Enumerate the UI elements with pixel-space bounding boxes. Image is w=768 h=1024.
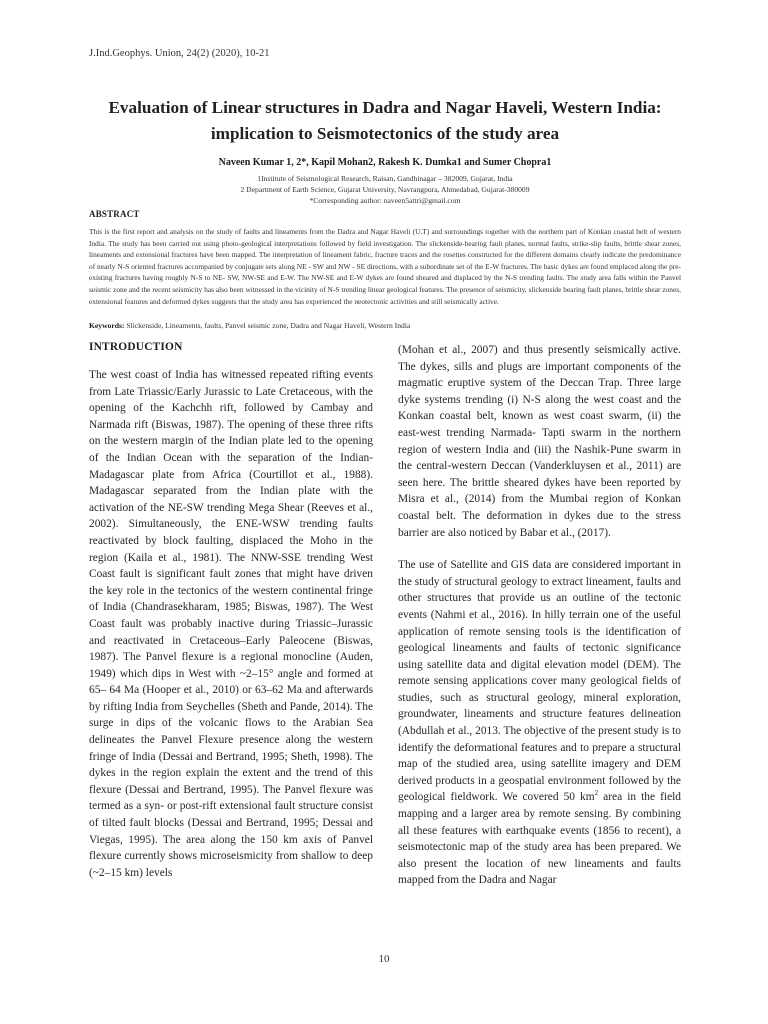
right-column [398,342,681,889]
page-number: 10 [378,953,390,965]
title-line-2: implication to Seismotectonics of the study area [210,124,560,143]
paragraph-3-part-a: The use of Satellite and GIS data are considered important in the study of structural geology to extract lineament, faults and other structures that provide us an outline of the tectonic events (Nahmi et al., 2016). In hilly terrain one of the useful application of remote sensing tools is the identification of geological lineaments and faults of tectonic significance using satellite data and digital elevation model (DEM). The remote sensing applications cover many geological fields of studies, such as structural geology, mineral exploration, groundwater, lineaments and structure features delineation (Abdullah et al., 2013. The objective of the present study is to identify the deformational features and to prepare a structural map of the studied area, using satellite imagery and DEM derived products in a geospatial environment followed by the geological fieldwork. We covered 50 km [398,559,681,804]
squared-superscript: 2 [594,789,599,798]
affiliation-1: 1Institute of Seismological Research, Raisan, Gandhinagar – 382009, Gujarat, India [257,174,513,183]
introduction-heading: INTRODUCTION [89,341,183,353]
keywords-text: Slickenside, Lineaments, faults, Panvel seismic zone, Dadra and Nagar Haveli, Western India [126,321,411,330]
left-column [89,367,373,881]
author-list: Naveen Kumar 1, 2*, Kapil Mohan2, Rakesh K. Dumka1 and Sumer Chopra1 [218,157,552,168]
intro-paragraph-3 [398,557,681,889]
title-line-1: Evaluation of Linear structures in Dadra and Nagar Haveli, Western India: [108,98,662,117]
abstract-heading: ABSTRACT [89,209,140,219]
keywords-label: Keywords: [89,321,125,330]
affiliation-2: 2 Department of Earth Science, Gujarat University, Navrangpura, Ahmedabad, Gujarat-380009 [240,185,530,194]
paper-title [70,95,700,147]
intro-paragraph-2: (Mohan et al., 2007) and thus presently seismically active. The dykes, sills and plugs are important components of the magmatic eruptive system of the Deccan Trap. Three large dyke systems trending (i) N-S along the west coast and the Konkan coastal belt, known as west coast swarm, (ii) the east-west trending Narmada- Tapti swarm in the northern region of western India and (iii) the Nashik-Pune swarm in the central-western Deccan (Vanderkluysen et al., 2011) are seen here. The brittle sheared dykes have been reported by Misra et al., (2014) from the Mumbai region of Konkan coastal belt. The deformation in dykes due to the stress barrier are also noticed by Babar et al., (2017). [398,344,681,539]
keywords [89,321,681,330]
intro-paragraph-1: The west coast of India has witnessed repeated rifting events from Late Triassic/Early Jurassic to Late Cretaceous, with the opening of the Kachchh rift, followed by Cambay and Narmada rift (Biswas, 1987). The opening of these three rifts on the western margin of the Indian plate led to the opening of the Indian Ocean with the separation of the Indian-Madagascar plate from Africa (Courtillot et al., 1988). Madagascar separated from the Indian plate with the activation of the NE-SW trending Mega Shear (Reeves et al., 2002). Simultaneously, the ENE-WSW trending faults reactivated by block faulting, displaced the Moho in the region (Kaila et al., 1981). The NNW-SSE trending West Coast fault is significant fault zones that might have driven the key role in the tectonics of the western continental fringe of India (Chandrasekharam, 1985; Biswas, 1987). The West Coast fault was probably inactive during Triassic–Jurassic and reactivated in Cretaceous–Early Paleocene (Biswas, 1987). The Panvel flexure is a regional monocline (Auden, 1949) which dips in West with ~2–15° angle and formed at 65– 64 Ma (Hooper et al., 2010) or 63–62 Ma and afterwards by rifting India from Seychelles (Sheth and Pande, 2014). The surge in dips of the volcanic flows to the Arabian Sea delineates the Panvel Flexure presence along the western fringe of India (Dessai and Bertrand, 1995; Sheth, 1998). The dykes in the region explain the extent and the trend of this flexure (Dessai and Bertrand, 1995). The Panvel flexure was termed as a syn- or post-rift extensional fault structure consist of tilted fault blocks (Dessai and Bertrand, 1995; Dessai and Viegas, 1995). The area along the 150 km axis of Panvel flexure currently shows microseismicity from shallow to deep (~2–15 km) levels [89,369,373,879]
corresponding-author: *Corresponding author: naveen5attri@gmail.com [309,196,461,205]
paragraph-3-part-b: area in the field mapping and a larger area by remote sensing. By combining all these features with earthquake events (1856 to recent), a seismotectonic map of the study area has been prepared. We also present the location of new lineaments and faults mapped from the Dadra and Nagar [398,791,681,887]
abstract-text: This is the first report and analysis on the study of faults and lineaments from the Dadra and Nagar Haveli (U.T) and surroundings together with the northern part of Konkan coastal belt of western India. The study has been carried out using photo-geological interpretations followed by field investigation. The slickenside-bearing fault planes, normal faults, strike-slip faults, brittle shear zones, lineaments and extensional fractures have been mapped. The interpretation of lineament fabric, fracture traces and the rosettes constructed for the different domains clearly indicate the predominance of nearly N-S oriented fractures accompanied by conjugate sets along NE - SW and NW - SE directions, with a subordinate set of the E-W fractures. The basic dykes are found emplaced along the pre-existing fractures having roughly N-S to NE- SW, NW-SE and E-W. The NW-SE and E-W dykes are found sheared and displaced by the N-S trending faults. The study area falls within the Panvel seismic zone and the recent seismicity has also been witnessed in the vicinity of N-S trending linear geological features. The presence of seismicity, slickenside bearing fault planes, brittle shear zones, extensional features and deformed dykes suggests that the study area has experienced the neotectonic activities and still seismically active. [89,227,681,306]
journal-citation: J.Ind.Geophys. Union, 24(2) (2020), 10-21 [89,48,270,59]
